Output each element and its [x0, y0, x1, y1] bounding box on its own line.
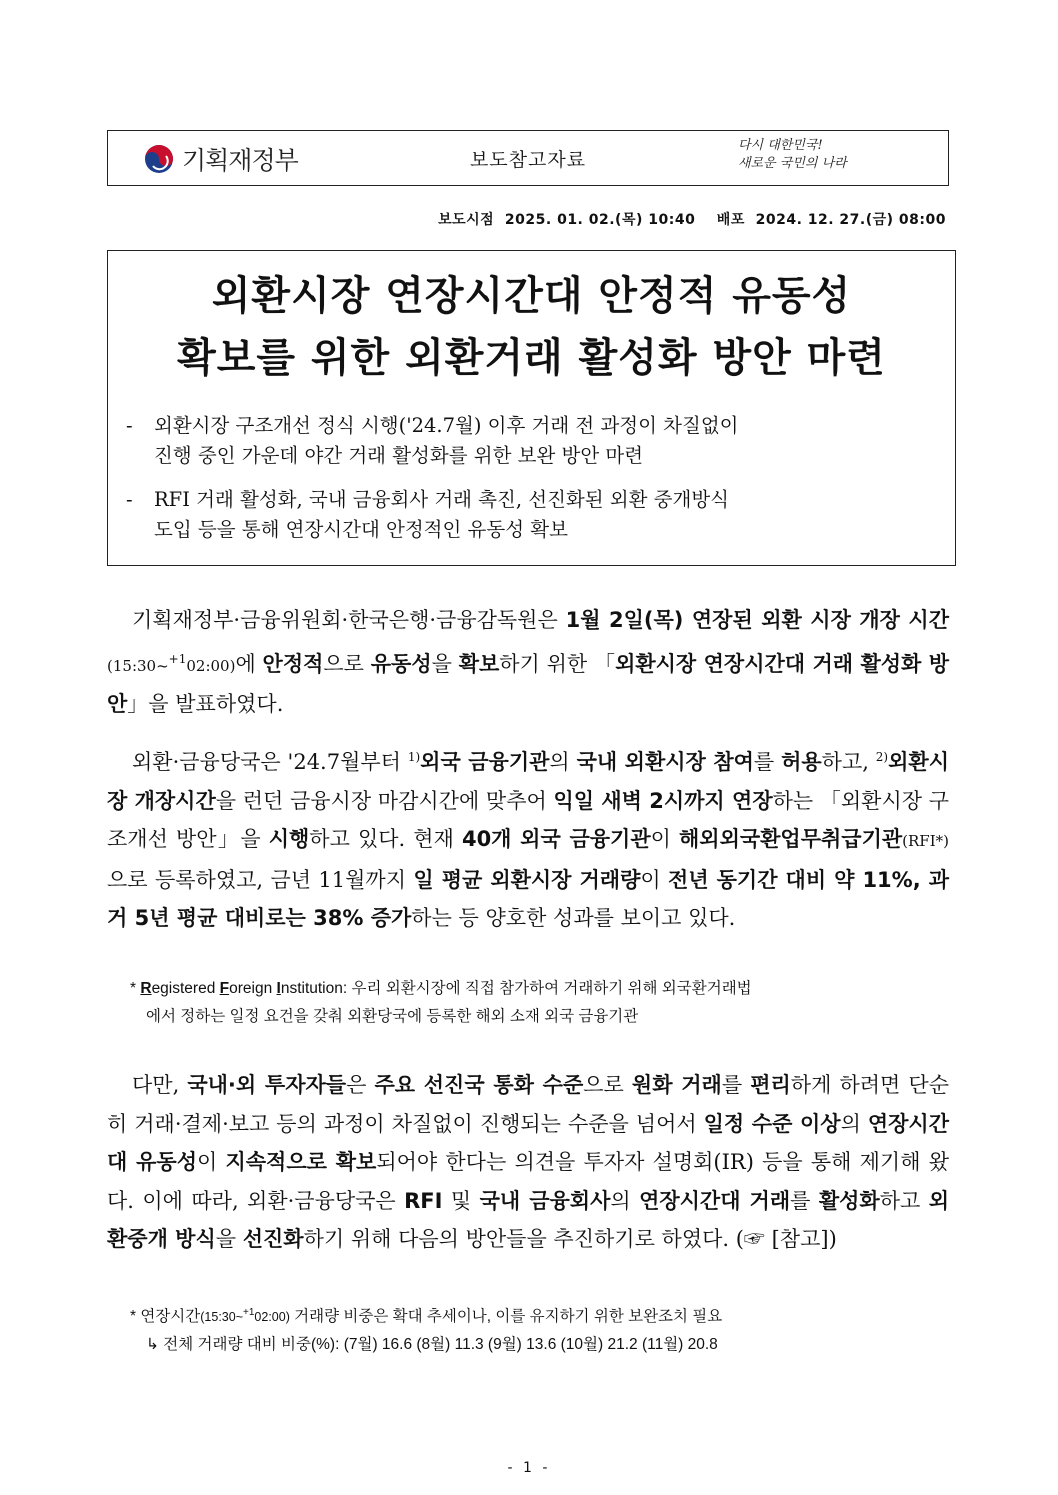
time-range: (15:30~	[107, 656, 169, 675]
subtitle-item	[126, 411, 941, 471]
bold-run: 외환시장 연장시간대 거래 활성화 방안	[107, 651, 950, 716]
superscript: +1	[243, 1307, 255, 1318]
underlined-initial: F	[219, 980, 230, 997]
text-run: 를	[721, 1073, 751, 1097]
bold-run: 확보	[458, 651, 500, 676]
subtitle-dash: -	[126, 414, 133, 437]
release-dates: 보도시점 2025. 01. 02.(목) 10:40 배포 2024. 12. 27.(금) 08:00	[438, 212, 946, 228]
text-run: 하는 「외환시장 구조개선 방안」을	[107, 788, 950, 851]
page-number: - 1 -	[507, 1460, 551, 1476]
text-run: 연장시간	[140, 1308, 201, 1326]
text-run: 하고,	[821, 750, 876, 774]
bold-run: 안정적	[262, 651, 324, 676]
bold-run: 연장시간대 거래	[639, 1188, 791, 1213]
text-run: 를	[790, 1188, 819, 1213]
text-run: 기획재정부·금융위원회·한국은행·금융감독원은	[132, 608, 566, 632]
bold-run: 활성화	[818, 1188, 880, 1213]
slogan	[738, 137, 888, 181]
bold-run: 국내·외 투자자들	[187, 1073, 347, 1097]
text-run: nstitution: 우리 외환시장에 직접 참가하여 거래하기 위해 외국환거래법	[280, 980, 752, 997]
bold-run: 국내 외환시장 참여	[576, 750, 754, 774]
text-run: 이	[650, 827, 679, 851]
text-run: 하고 있다. 현재	[309, 827, 462, 851]
superscript: +1	[168, 651, 187, 666]
subtitle-line: RFI 거래 활성화, 국내 금융회사 거래 촉진, 선진화된 외환 중개방식	[154, 488, 730, 511]
document-type: 보도참고자료	[469, 149, 587, 171]
bold-run: 시행	[268, 827, 310, 851]
text-run: 으로	[583, 1073, 632, 1097]
footnote-line-2: ↳ 전체 거래량 대비 비중(%): (7월) 16.6 (8월) 11.3 (9월) 13.6 (10월) 21.2 (11월) 20.8	[146, 1336, 718, 1354]
body-paragraph-3	[107, 1066, 949, 1259]
text-run: 하기 위한 「	[499, 651, 616, 676]
bold-run: 외환시장 개장시간	[107, 750, 949, 813]
bold-run: 원화 거래	[631, 1073, 722, 1097]
text-run: 거래량 비중은 확대 추세이나, 이를 유지하기 위한 보완조치 필요	[289, 1308, 723, 1326]
text-run: 되어야 한다는 의견을 투자자 설명회(IR) 등을 통해 제기해 왔다. 이에 따라, 외환·금융당국은	[107, 1150, 949, 1213]
text-run: 으로 등록하였고, 금년 11월까지	[107, 867, 414, 892]
footnote-line-1	[130, 1299, 960, 1331]
bold-run: 외환중개 방식	[107, 1188, 949, 1251]
text-run: 의	[549, 750, 577, 774]
ministry-name: 기획재정부	[182, 146, 298, 175]
footnote-marker: 2)	[875, 750, 889, 764]
text-run: 의	[840, 1111, 868, 1136]
subtitle-line: 도입 등을 통해 연장시간대 안정적인 유동성 확보	[154, 518, 568, 541]
text-run: 」을 발표하였다.	[127, 692, 284, 716]
subtitle-line: 진행 중인 가운데 야간 거래 활성화를 위한 보완 방안 마련	[154, 444, 644, 467]
underlined-initial: I	[276, 980, 281, 997]
text-run: 을	[215, 1227, 243, 1251]
title-line-1: 외환시장 연장시간대 안정적 유동성	[211, 273, 852, 319]
bold-run: 1월 2일(목) 연장된 외환 시장 개장 시간	[565, 608, 949, 632]
text-run: 에	[235, 651, 263, 676]
bold-run: 지속적으로 확보	[225, 1150, 377, 1174]
text-run: 외환·금융당국은 '24.7월부터	[132, 750, 408, 774]
text-run: 를	[753, 750, 782, 774]
bold-run: 일 평균 외환시장 거래량	[413, 867, 641, 892]
bold-run: 편리	[750, 1073, 791, 1097]
text-run: 및	[442, 1188, 480, 1213]
rfi-abbr: (RFI*)	[902, 832, 949, 850]
bold-run: 허용	[781, 750, 822, 774]
text-run: 이	[196, 1150, 226, 1174]
slogan-line-2: 새로운 국민의 나라	[738, 156, 847, 171]
bold-run: 40개 외국 금융기관	[461, 827, 651, 851]
footnote-rfi	[130, 975, 960, 1031]
subtitle-line: 외환시장 구조개선 정식 시행('24.7월) 이후 거래 전 과정이 차질없이	[154, 414, 739, 437]
title-line-2: 확보를 위한 외환거래 활성화 방안 마련	[177, 335, 886, 381]
text-run: 이	[640, 867, 669, 892]
bold-run: RFI	[404, 1188, 443, 1213]
text-run: 다만,	[132, 1073, 188, 1097]
press-header	[107, 130, 949, 186]
text-run: 하기 위해 다음의 방안들을 추진하기로 하였다. (☞ [참고])	[303, 1227, 837, 1251]
subtitle-dash: -	[126, 488, 133, 511]
footnote-line-1	[130, 975, 960, 1003]
bold-run: 연장시간대 유동성	[107, 1111, 949, 1174]
bold-run: 유동성	[370, 651, 432, 676]
document-title	[108, 265, 955, 389]
footnote-star: *	[130, 980, 137, 997]
body-paragraph-1	[107, 601, 949, 724]
time-range: 02:00)	[186, 656, 236, 675]
time-range: 02:00)	[254, 1310, 290, 1325]
bold-run: 전년 동기간 대비 약 11%, 과거 5년 평균 대비로는 38% 증가	[107, 867, 950, 930]
text-run: oreign	[229, 980, 277, 997]
time-range: (15:30~	[200, 1310, 244, 1325]
text-run: 의	[610, 1188, 640, 1213]
body-paragraph-2	[107, 738, 949, 938]
text-run: egistered	[151, 980, 220, 997]
underlined-initial: R	[140, 980, 152, 997]
bold-run: 선진화	[242, 1227, 304, 1251]
footnote-volume	[130, 1299, 960, 1359]
bold-run: 국내 금융회사	[479, 1188, 611, 1213]
text-run: 을 런던 금융시장 마감시간에 맞추어	[215, 788, 554, 813]
footnote-star: *	[130, 1308, 137, 1326]
bold-run: 주요 선진국 통화 수준	[374, 1073, 584, 1097]
text-run: 으로	[323, 651, 371, 676]
subtitle-item	[126, 485, 941, 545]
bold-run: 해외외국환업무취급기관	[679, 827, 903, 851]
footnote-marker: 1)	[407, 750, 421, 764]
footnote-line-2: 에서 정하는 일정 요건을 갖춰 외환당국에 등록한 해외 소재 외국 금융기관	[146, 1008, 639, 1025]
slogan-line-1: 다시 대한민국!	[738, 138, 823, 153]
bold-run: 일정 수준 이상	[703, 1111, 841, 1136]
bold-run: 외국 금융기관	[420, 750, 550, 774]
text-run: 하고	[879, 1188, 929, 1213]
text-run: 은	[346, 1073, 375, 1097]
bold-run: 익일 새벽 2시까지 연장	[553, 788, 773, 813]
text-run: 하는 등 양호한 성과를 보이고 있다.	[411, 906, 736, 930]
text-run: 을	[431, 651, 459, 676]
title-box	[107, 250, 956, 566]
text-run: 하게 하려면 단순히 거래·결제·보고 등의 과정이 차질없이 진행되는 수준을 넘어서	[107, 1073, 949, 1136]
